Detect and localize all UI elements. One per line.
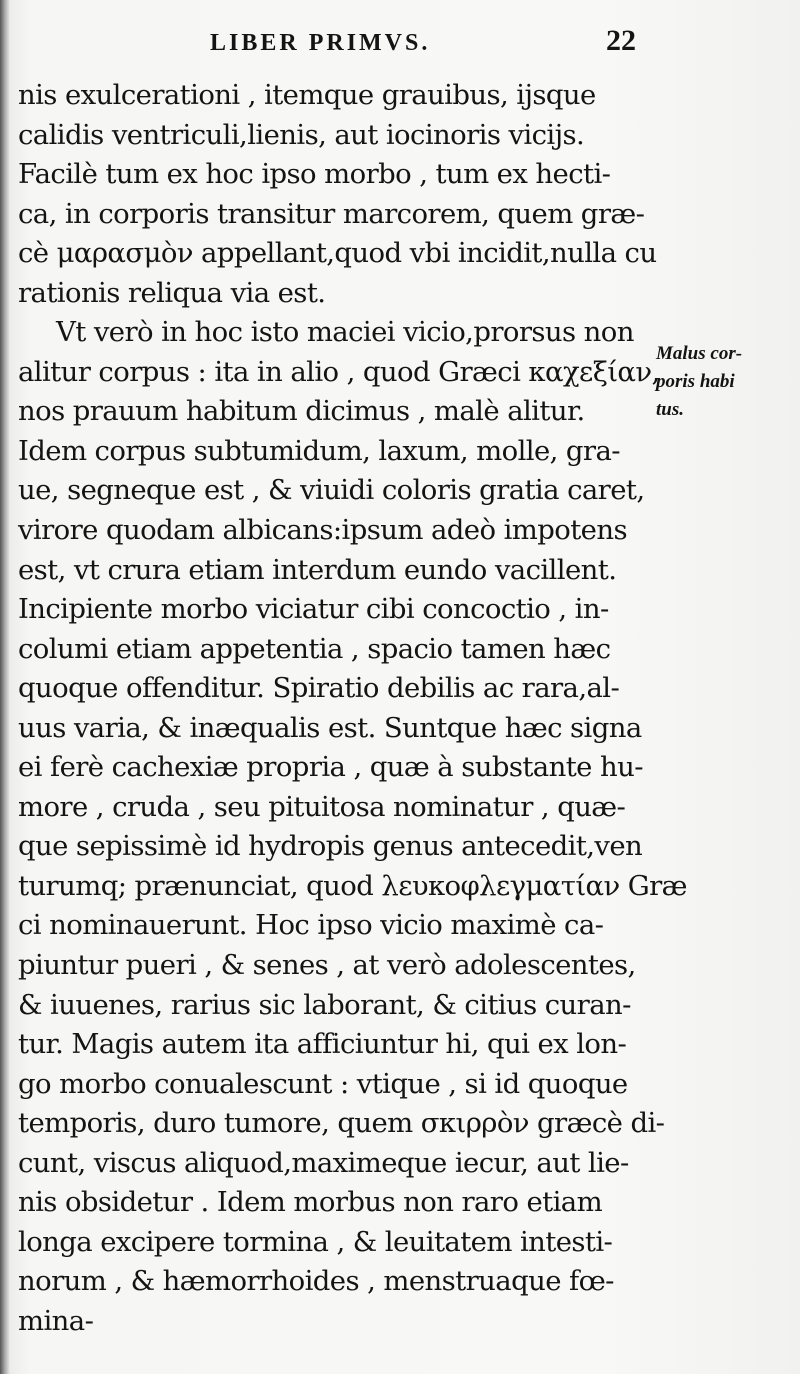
text-line: longa excipere tormina , & leuitatem intesti- — [18, 1225, 613, 1258]
text-line: cunt, viscus aliquod,maximeque iecur, aut lie- — [18, 1146, 629, 1179]
text-line: nis exulcerationi , itemque grauibus, ijsque — [18, 79, 596, 111]
text-line: virore quodam albicans:ipsum adeò impotens — [18, 514, 627, 547]
text-line: turumq; prænunciat, quod λευκοφλεγματίαν Græ — [18, 869, 687, 902]
text-line: est, vt crura etiam interdum eundo vacillent. — [18, 553, 617, 586]
text-line: quoque offenditur. Spiratio debilis ac rara,al- — [18, 672, 620, 705]
text-line: ca, in corporis transitur marcorem, quem græ- — [18, 197, 645, 230]
text-line: nos prauum habitum dicimus , malè alitur. — [18, 395, 585, 428]
text-line: piuntur pueri , & senes , at verò adolescentes, — [18, 949, 636, 982]
text-line: more , cruda , seu pituitosa nominatur , quæ- — [18, 790, 626, 823]
page-number: 22 — [606, 24, 636, 57]
marginal-note-line: poris habi — [656, 371, 735, 392]
text-line: temporis, duro tumore, quem σκιρρὸν græcè di- — [18, 1107, 665, 1140]
marginal-note — [656, 340, 742, 424]
text-line: que sepissimè id hydropis genus antecedit,ven — [18, 830, 643, 863]
marginal-note-line: Malus cor- — [656, 343, 743, 364]
text-line: Idem corpus subtumidum, laxum, molle, gra- — [18, 434, 620, 467]
text-line: ci nominauerunt. Hoc ipso vicio maximè ca- — [18, 909, 604, 942]
text-line: columi etiam appetentia , spacio tamen hæc — [18, 632, 611, 665]
marginal-note-line: tus. — [656, 399, 684, 420]
text-line: uus varia, & inæqualis est. Suntque hæc signa — [18, 711, 642, 744]
text-line: calidis ventriculi,lienis, aut iocinoris vicijs. — [18, 118, 585, 151]
text-line: Vt verò in hoc isto maciei vicio,prorsus non — [56, 316, 634, 349]
page-gutter-shadow — [0, 0, 10, 1374]
text-line: cè μαρασμὸν appellant,quod vbi incidit,nulla cu — [18, 237, 657, 270]
text-line: & iuuenes, rarius sic laborant, & citius curan- — [18, 988, 631, 1021]
text-line: norum , & hæmorrhoides , menstruaque fœ- — [18, 1265, 614, 1298]
text-line: go morbo conualescunt : vtique , si id quoque — [18, 1067, 628, 1100]
text-line: alitur corpus : ita in alio , quod Græci καχεξίαν, — [18, 355, 660, 388]
text-line: Facilè tum ex hoc ipso morbo , tum ex hecti- — [18, 158, 611, 191]
text-line: Incipiente morbo viciatur cibi concoctio , in- — [18, 593, 609, 626]
text-line: mina- — [18, 1304, 94, 1337]
text-line: ue, segneque est , & viuidi coloris gratia caret, — [18, 474, 645, 507]
running-head: LIBER PRIMVS. — [210, 30, 431, 56]
text-line: rationis reliqua via est. — [18, 276, 326, 309]
text-line: tur. Magis autem ita afficiuntur hi, qui ex lon- — [18, 1028, 627, 1061]
text-line: nis obsidetur . Idem morbus non raro etiam — [18, 1186, 603, 1219]
text-line: ei ferè cachexiæ propria , quæ à substante hu- — [18, 751, 643, 784]
